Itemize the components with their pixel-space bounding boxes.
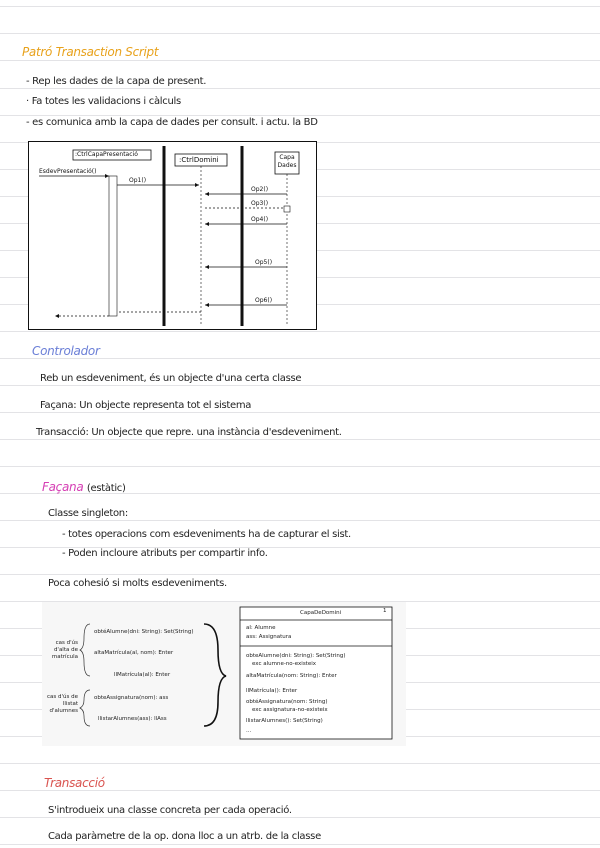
- class-method: altaMatrícula(nom: String): Enter: [246, 673, 337, 679]
- section-heading-transaccio: Transacció: [44, 776, 105, 790]
- note-line: S'introdueix una classe concreta per cada operació.: [48, 805, 292, 816]
- bullet-line: - es comunica amb la capa de dades per consult. i actu. la BD: [26, 117, 318, 128]
- class-diagram-shapes: [42, 602, 406, 746]
- message-label: Op2(): [251, 186, 269, 193]
- lifeline-domini: :CtrlDomini: [179, 156, 219, 164]
- message-label: Op5(): [255, 259, 273, 266]
- bullet-line: · Fa totes les validacions i càlculs: [26, 96, 181, 107]
- operation-label: obteAssignatura(nom): ass: [94, 695, 169, 701]
- sequence-diagram: [28, 141, 317, 330]
- facana-title: Façana: [42, 480, 84, 494]
- note-line: - Poden incloure atributs per compartir info.: [62, 548, 268, 559]
- class-method: llistarAlumnes(): Set(String): [246, 718, 323, 724]
- note-line: Façana: Un objecte representa tot el sistema: [40, 400, 252, 411]
- class-method: exc alumne-no-existeix: [252, 661, 317, 667]
- class-attribute: al: Alumne: [246, 625, 276, 631]
- section-heading-controlador: Controlador: [32, 344, 100, 358]
- use-case-label: cas d'ús d'alta de matrícula: [51, 640, 78, 660]
- lifeline-presentacio: :CtrlCapaPresentació: [75, 151, 138, 158]
- class-method: llMatrícula(): Enter: [246, 688, 298, 694]
- note-line: - totes operacions com esdeveniments ha de capturar el sist.: [62, 529, 351, 540]
- class-method: ...: [246, 728, 252, 734]
- operation-label: llistarAlumnes(ass): llAss: [98, 716, 167, 722]
- class-index: 1: [383, 608, 387, 614]
- message-label: EsdevPresentació(): [39, 168, 97, 175]
- class-method: obtéAssignatura(nom: String): [246, 699, 328, 705]
- message-label: Op1(): [129, 177, 147, 184]
- operation-label: obtéAlumne(dni: String): Set(String): [94, 629, 194, 635]
- use-case-label: cas d'ús de llistat d'alumnes: [47, 694, 78, 714]
- message-label: Op3(): [251, 200, 269, 207]
- operation-label: llMatrícula(al): Enter: [114, 672, 171, 678]
- class-name: CapaDeDomini: [300, 610, 342, 616]
- class-method: obteAlumne(dni: String): Set(String): [246, 653, 346, 659]
- bullet-line: - Rep les dades de la capa de present.: [26, 76, 207, 87]
- message-label: Op4(): [251, 216, 269, 223]
- note-line: Classe singleton:: [48, 508, 128, 519]
- class-attribute: ass: Assignatura: [246, 634, 292, 640]
- note-line: Reb un esdeveniment, és un objecte d'una certa classe: [40, 373, 302, 384]
- section-heading-facana: [42, 480, 126, 494]
- operation-label: altaMatrícula(al, nom): Enter: [94, 650, 174, 656]
- lifeline-dades: Capa Dades: [277, 154, 297, 169]
- page-title: Patró Transaction Script: [22, 45, 159, 59]
- class-diagram: [42, 602, 406, 746]
- facana-note: (estàtic): [86, 483, 126, 494]
- note-line: Transacció: Un objecte que repre. una instància d'esdeveniment.: [36, 427, 342, 438]
- message-label: Op6(): [255, 297, 273, 304]
- note-line: Poca cohesió si molts esdeveniments.: [48, 578, 227, 589]
- class-method: exc assignatura-no-existeix: [252, 707, 328, 713]
- note-line: Cada paràmetre de la op. dona lloc a un atrb. de la classe: [48, 831, 321, 842]
